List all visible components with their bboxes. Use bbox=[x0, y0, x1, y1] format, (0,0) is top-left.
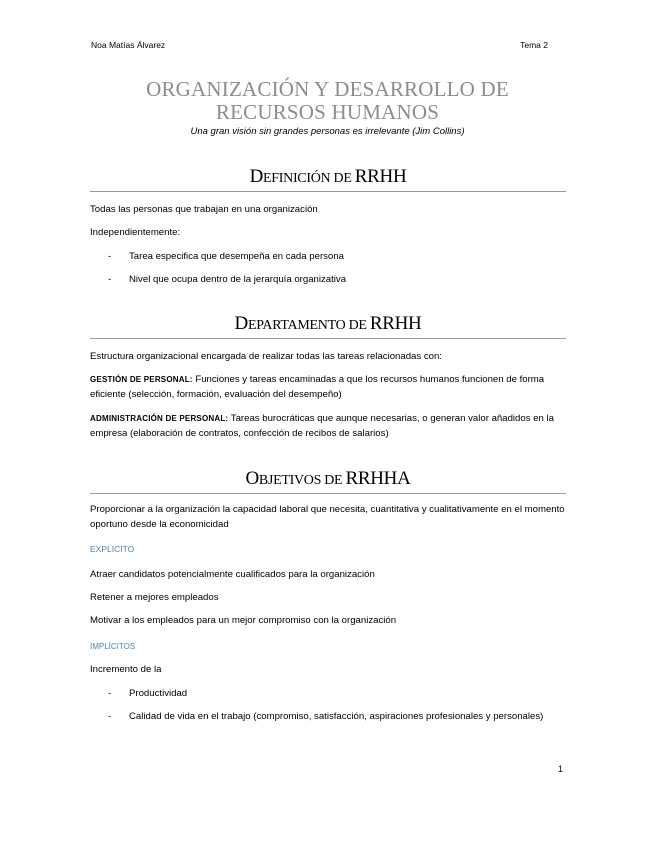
document-title bbox=[0, 78, 655, 124]
title-rest: RRHHA bbox=[345, 468, 411, 489]
section-title-definicion bbox=[90, 166, 566, 192]
title-line-1: ORGANIZACIÓN Y DESARROLLO DE bbox=[146, 77, 509, 101]
section-title-departamento bbox=[90, 313, 566, 339]
section-title-objetivos bbox=[90, 468, 566, 494]
admin-text: Tareas burocráticas que aunque necesarias, o generan valor añadidos en la empresa (elaboración de contratos, confección de recibos de salarios) bbox=[90, 413, 554, 439]
explicito-item: Atraer candidatos potencialmente cualificados para la organización bbox=[90, 569, 375, 580]
title-cap: O bbox=[245, 468, 259, 489]
title-small: EFINICIÓN DE bbox=[263, 171, 355, 186]
explicito-item: Motivar a los empleados para un mejor compromiso con la organización bbox=[90, 615, 397, 626]
header-author: Noa Matías Álvarez bbox=[91, 40, 166, 50]
list-item-text: Calidad de vida en el trabajo (compromiso, satisfacción, aspiraciones profesionales y personales) bbox=[129, 711, 544, 722]
title-cap: D bbox=[249, 166, 264, 187]
objetivos-p1: Proporcionar a la organización la capacidad laboral que necesita, cuantitativa y cualitativamente en el momento oportuno desde la economicidad bbox=[90, 504, 565, 530]
title-cap: D bbox=[234, 313, 248, 334]
page-header bbox=[91, 40, 548, 50]
header-topic: Tema 2 bbox=[520, 40, 548, 50]
implicitos-heading: IMPLÍCITOS bbox=[90, 642, 136, 651]
gestion-text: Funciones y tareas encaminadas a que los recursos humanos funcionen de forma eficiente (selección, formación, evaluación del desempeño) bbox=[90, 374, 545, 400]
gestion-label: GESTIÓN DE PERSONAL: bbox=[90, 375, 193, 384]
title-rest: RRHH bbox=[369, 313, 422, 334]
title-line-2: RECURSOS HUMANOS bbox=[215, 100, 440, 124]
list-item-text: Tarea especifica que desempeña en cada persona bbox=[129, 251, 344, 262]
explicito-item: Retener a mejores empleados bbox=[90, 592, 219, 603]
title-quote: Una gran visión sin grandes personas es irrelevante (Jim Collins) bbox=[190, 126, 465, 137]
list-item-text: Nivel que ocupa dentro de la jerarquía organizativa bbox=[129, 274, 347, 285]
definicion-p1: Todas las personas que trabajan en una organización bbox=[90, 204, 318, 215]
page-number: 1 bbox=[557, 764, 563, 774]
admin-paragraph bbox=[90, 411, 570, 441]
title-small: EPARTAMENTO DE bbox=[247, 318, 370, 333]
departamento-p1: Estructura organizacional encargada de realizar todas las tareas relacionadas con: bbox=[90, 351, 442, 362]
gestion-paragraph bbox=[90, 372, 570, 402]
title-rest: RRHH bbox=[354, 166, 407, 187]
list-item-text: Productividad bbox=[129, 688, 188, 699]
explicito-heading: EXPLICITO bbox=[90, 544, 135, 554]
admin-label: ADMINISTRACIÓN DE PERSONAL: bbox=[90, 414, 229, 423]
implicitos-intro: Incremento de la bbox=[90, 664, 162, 675]
title-small: BJETIVOS DE bbox=[258, 473, 346, 488]
definicion-p2: Independientemente: bbox=[90, 227, 181, 238]
